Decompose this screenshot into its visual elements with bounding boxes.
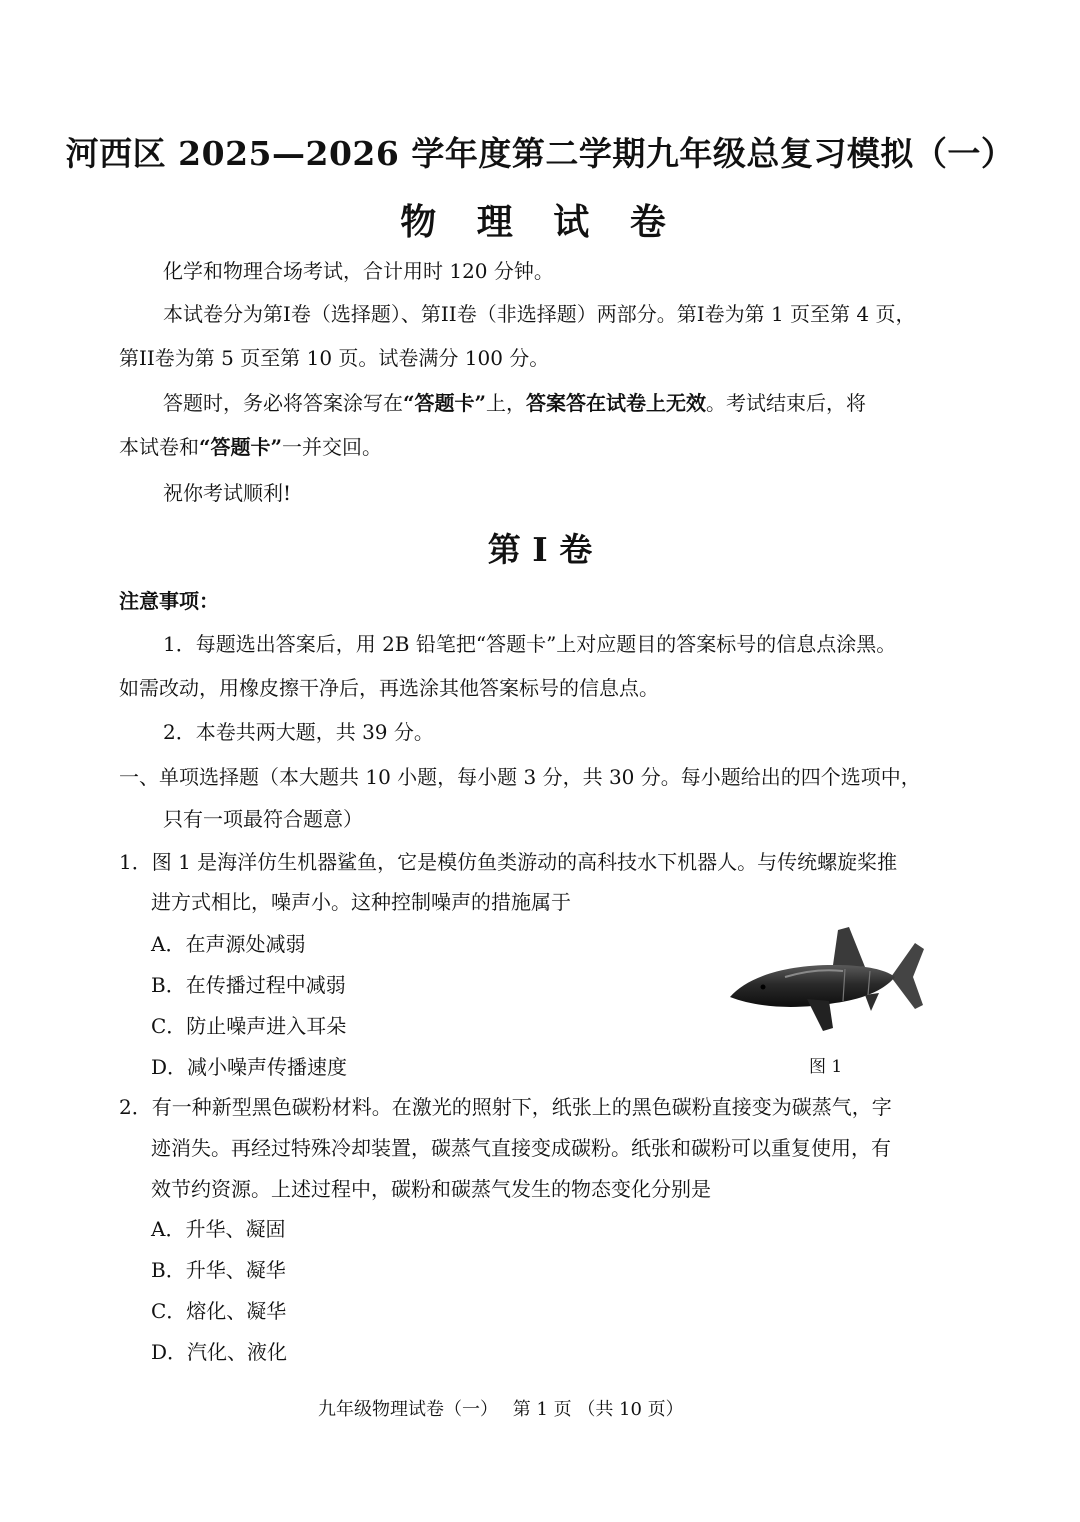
pectoral-fin [807, 999, 833, 1031]
notice-2: 2．本卷共两大题，共 39 分。 [163, 720, 434, 744]
dorsal-fin [833, 927, 865, 967]
good-luck-line: 祝你考试顺利! [163, 481, 292, 505]
notice-heading: 注意事项： [119, 589, 219, 613]
part-1-heading-line-2: 只有一项最符合题意） [163, 807, 363, 831]
exam-title: 河西区 2025—2026 学年度第二学期九年级总复习模拟（一） [65, 134, 1015, 173]
question-1-option-d: D．减小噪声传播速度 [151, 1055, 348, 1079]
notice-1-line-1: 1．每题选出答案后，用 2B 铅笔把“答题卡”上对应题目的答案标号的信息点涂黑。 [163, 632, 897, 656]
part-1-heading-line-1: 一、单项选择题（本大题共 10 小题，每小题 3 分，共 30 分。每小题给出的四个选项中， [119, 765, 921, 789]
section-title: 第 I 卷 [487, 530, 593, 569]
question-2-option-c: C．熔化、凝华 [151, 1299, 287, 1323]
notice-1-line-2: 如需改动，用橡皮擦干净后，再选涂其他答案标号的信息点。 [119, 676, 659, 700]
question-1-stem-line-1: 1．图 1 是海洋仿生机器鲨鱼，它是模仿鱼类游动的高科技水下机器人。与传统螺旋桨推 [119, 850, 898, 874]
question-2-stem-line-3: 效节约资源。上述过程中，碳粉和碳蒸气发生的物态变化分别是 [151, 1177, 711, 1201]
intro-line-4-part-c: 上， [486, 391, 527, 415]
question-2-option-d: D．汽化、液化 [151, 1340, 288, 1364]
robot-shark-figure [725, 925, 930, 1035]
intro-line-5 [119, 434, 382, 460]
intro-line-3: 第II卷为第 5 页至第 10 页。试卷满分 100 分。 [119, 346, 550, 370]
shark-eye [761, 985, 766, 990]
tail-fin [891, 943, 924, 1009]
question-2-stem-line-1: 2．有一种新型黑色碳粉材料。在激光的照射下，纸张上的黑色碳粉直接变为碳蒸气，字 [119, 1095, 892, 1119]
question-1-option-c: C．防止噪声进入耳朵 [151, 1014, 347, 1038]
question-2-option-b: B．升华、凝华 [151, 1258, 286, 1282]
intro-line-4-part-a: 答题时，务必将答案涂写在 [163, 391, 403, 415]
subject-title: 物 理 试 卷 [400, 201, 680, 243]
intro-line-5-part-c: 一并交回。 [282, 435, 383, 459]
question-1-option-b: B．在传播过程中减弱 [151, 973, 346, 997]
answer-card-term: “答题卡” [403, 391, 487, 415]
question-1-stem-line-2: 进方式相比，噪声小。这种控制噪声的措施属于 [151, 890, 571, 914]
invalid-answer-warning: 答案答在试卷上无效 [526, 391, 707, 415]
intro-line-4-part-e: 。考试结束后，将 [706, 391, 867, 415]
intro-line-2: 本试卷分为第I卷（选择题）、第II卷（非选择题）两部分。第I卷为第 1 页至第 4 页， [163, 302, 916, 326]
pelvic-fin [865, 993, 879, 1011]
question-2-stem-line-2: 迹消失。再经过特殊冷却装置，碳蒸气直接变成碳粉。纸张和碳粉可以重复使用，有 [151, 1136, 891, 1160]
question-1-option-a: A．在声源处减弱 [151, 932, 306, 956]
answer-card-term-2: “答题卡” [199, 435, 283, 459]
intro-line-5-part-a: 本试卷和 [119, 435, 199, 459]
figure-1-label: 图 1 [809, 1057, 843, 1077]
intro-line-4 [163, 390, 866, 416]
intro-line-1: 化学和物理合场考试，合计用时 120 分钟。 [163, 259, 554, 283]
question-2-option-a: A．升华、凝固 [151, 1217, 286, 1241]
page-footer: 九年级物理试卷（一） 第 1 页 （共 10 页） [318, 1399, 684, 1420]
